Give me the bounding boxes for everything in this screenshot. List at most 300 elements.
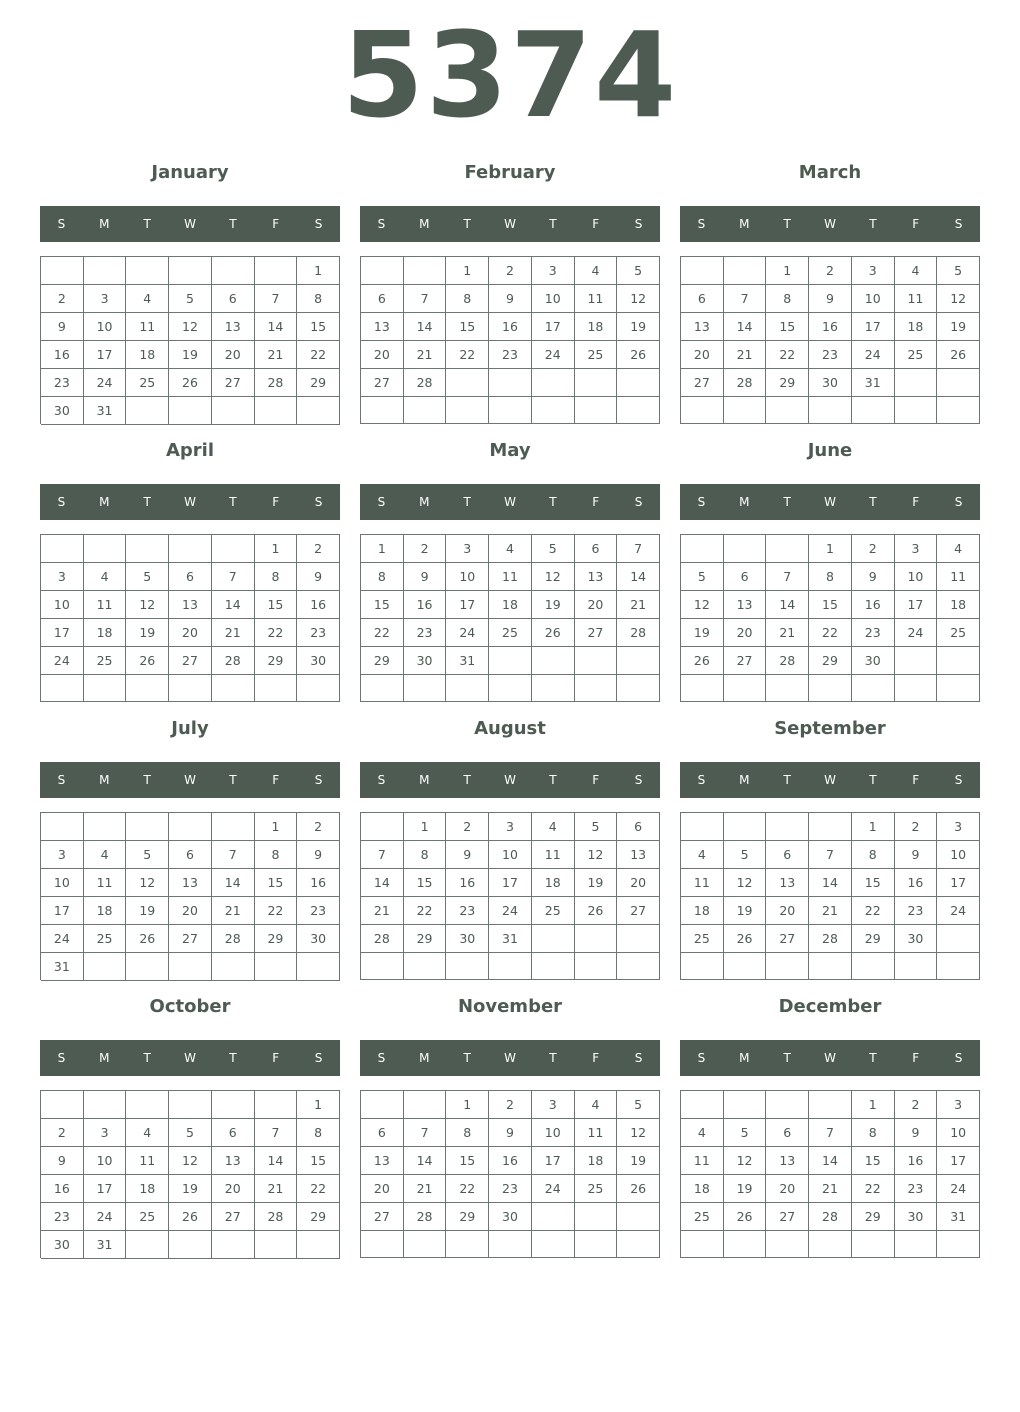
day-cell: 5 <box>169 1119 212 1147</box>
empty-day-cell <box>126 535 169 563</box>
empty-day-cell <box>126 1231 169 1259</box>
year-title: 5374 <box>341 6 679 144</box>
weekday-label: S <box>377 217 386 231</box>
day-cell: 28 <box>255 1203 298 1231</box>
day-cell: 6 <box>212 285 255 313</box>
empty-day-cell <box>532 953 575 980</box>
empty-day-cell <box>404 1231 447 1258</box>
day-cell: 12 <box>126 869 169 897</box>
day-cell: 9 <box>809 285 852 313</box>
empty-day-cell <box>532 1231 575 1258</box>
empty-day-cell <box>489 1231 532 1258</box>
month-name: April <box>165 440 215 461</box>
empty-day-cell <box>84 1091 127 1119</box>
day-cell: 30 <box>489 1203 532 1231</box>
day-cell: 28 <box>212 925 255 953</box>
day-cell: 22 <box>446 1175 489 1203</box>
day-cell: 2 <box>404 535 447 563</box>
empty-day-cell <box>255 1231 298 1259</box>
weekday-label: T <box>463 495 471 509</box>
empty-day-cell <box>212 1091 255 1119</box>
empty-day-cell <box>681 397 724 424</box>
empty-day-cell <box>212 1231 255 1259</box>
weekday-label: S <box>314 217 323 231</box>
day-cell: 10 <box>41 869 84 897</box>
day-cell: 23 <box>404 619 447 647</box>
day-cell: 18 <box>126 341 169 369</box>
day-cell: 11 <box>681 869 724 897</box>
month-name: June <box>807 440 853 461</box>
weekday-label: M <box>99 495 110 509</box>
day-cell: 15 <box>255 869 298 897</box>
weekday-label: T <box>549 217 557 231</box>
day-cell: 3 <box>937 1091 980 1119</box>
day-cell: 25 <box>126 1203 169 1231</box>
empty-day-cell <box>361 953 404 980</box>
day-cell: 23 <box>297 619 340 647</box>
weekday-label: F <box>592 1051 600 1065</box>
empty-day-cell <box>937 369 980 397</box>
day-cell: 2 <box>297 813 340 841</box>
day-cell: 18 <box>895 313 938 341</box>
day-cell: 8 <box>852 1119 895 1147</box>
day-cell: 9 <box>489 1119 532 1147</box>
empty-day-cell <box>361 1231 404 1258</box>
empty-day-cell <box>532 675 575 702</box>
empty-day-cell <box>255 953 298 981</box>
day-cell: 23 <box>489 1175 532 1203</box>
day-cell: 22 <box>766 341 809 369</box>
day-cell: 13 <box>617 841 660 869</box>
day-cell: 7 <box>404 1119 447 1147</box>
empty-day-cell <box>126 953 169 981</box>
day-cell: 9 <box>297 563 340 591</box>
day-cell: 14 <box>766 591 809 619</box>
weekday-label: T <box>549 1051 557 1065</box>
day-cell: 24 <box>895 619 938 647</box>
day-cell: 3 <box>446 535 489 563</box>
day-cell: 28 <box>766 647 809 675</box>
day-cell: 17 <box>41 897 84 925</box>
empty-day-cell <box>532 925 575 953</box>
weekday-label: M <box>739 495 750 509</box>
weekday-label: S <box>634 773 643 787</box>
day-cell: 2 <box>489 257 532 285</box>
day-cell: 14 <box>361 869 404 897</box>
day-cell: 5 <box>617 257 660 285</box>
weekday-label: T <box>143 773 151 787</box>
empty-day-cell <box>809 813 852 841</box>
day-cell: 8 <box>297 1119 340 1147</box>
empty-day-cell <box>724 675 767 702</box>
weekday-label: T <box>549 495 557 509</box>
day-cell: 14 <box>617 563 660 591</box>
day-cell: 24 <box>41 647 84 675</box>
day-cell: 27 <box>212 1203 255 1231</box>
empty-day-cell <box>852 953 895 980</box>
weekday-label: W <box>504 1051 516 1065</box>
empty-day-cell <box>724 257 767 285</box>
day-cell: 11 <box>575 285 618 313</box>
day-cell: 1 <box>446 257 489 285</box>
day-cell: 23 <box>852 619 895 647</box>
day-cell: 25 <box>937 619 980 647</box>
day-cell: 6 <box>766 841 809 869</box>
day-cell: 19 <box>681 619 724 647</box>
empty-day-cell <box>41 535 84 563</box>
day-cell: 29 <box>297 1203 340 1231</box>
empty-day-cell <box>489 397 532 424</box>
day-cell: 17 <box>84 1175 127 1203</box>
day-cell: 6 <box>681 285 724 313</box>
day-cell: 23 <box>41 1203 84 1231</box>
day-cell: 10 <box>937 1119 980 1147</box>
day-cell: 17 <box>937 869 980 897</box>
day-cell: 14 <box>809 1147 852 1175</box>
weekday-label: S <box>314 1051 323 1065</box>
day-cell: 19 <box>617 313 660 341</box>
weekday-label: S <box>57 217 66 231</box>
day-cell: 3 <box>41 841 84 869</box>
day-cell: 25 <box>489 619 532 647</box>
day-cell: 1 <box>446 1091 489 1119</box>
day-cell: 5 <box>575 813 618 841</box>
day-cell: 4 <box>575 1091 618 1119</box>
day-grid <box>40 534 340 702</box>
day-cell: 16 <box>809 313 852 341</box>
empty-day-cell <box>532 397 575 424</box>
weekday-label: F <box>912 1051 920 1065</box>
day-cell: 27 <box>724 647 767 675</box>
day-cell: 23 <box>297 897 340 925</box>
day-cell: 21 <box>404 341 447 369</box>
day-cell: 17 <box>937 1147 980 1175</box>
day-cell: 16 <box>297 869 340 897</box>
empty-day-cell <box>489 369 532 397</box>
day-cell: 15 <box>361 591 404 619</box>
day-cell: 25 <box>895 341 938 369</box>
weekday-header <box>360 1040 660 1076</box>
day-cell: 23 <box>489 341 532 369</box>
day-cell: 9 <box>489 285 532 313</box>
day-cell: 20 <box>617 869 660 897</box>
weekday-label: T <box>869 495 877 509</box>
empty-day-cell <box>852 1231 895 1258</box>
weekday-label: W <box>824 773 836 787</box>
day-cell: 21 <box>361 897 404 925</box>
weekday-label: T <box>143 217 151 231</box>
day-cell: 22 <box>297 1175 340 1203</box>
day-cell: 24 <box>532 1175 575 1203</box>
day-cell: 29 <box>404 925 447 953</box>
day-cell: 28 <box>809 1203 852 1231</box>
day-cell: 17 <box>446 591 489 619</box>
weekday-label: F <box>272 217 280 231</box>
weekday-label: S <box>377 773 386 787</box>
weekday-label: T <box>229 1051 237 1065</box>
day-cell: 2 <box>809 257 852 285</box>
day-cell: 19 <box>724 1175 767 1203</box>
day-cell: 10 <box>532 285 575 313</box>
day-cell: 7 <box>212 841 255 869</box>
day-cell: 14 <box>404 313 447 341</box>
day-cell: 8 <box>297 285 340 313</box>
day-cell: 16 <box>489 313 532 341</box>
day-cell: 11 <box>937 563 980 591</box>
weekday-label: M <box>739 1051 750 1065</box>
day-cell: 20 <box>212 341 255 369</box>
day-cell: 18 <box>937 591 980 619</box>
day-cell: 16 <box>895 869 938 897</box>
day-cell: 27 <box>681 369 724 397</box>
day-cell: 15 <box>852 1147 895 1175</box>
weekday-label: S <box>377 495 386 509</box>
weekday-label: S <box>377 1051 386 1065</box>
empty-day-cell <box>937 953 980 980</box>
day-cell: 7 <box>724 285 767 313</box>
day-cell: 23 <box>41 369 84 397</box>
day-cell: 31 <box>41 953 84 981</box>
day-cell: 10 <box>446 563 489 591</box>
empty-day-cell <box>404 257 447 285</box>
day-cell: 1 <box>766 257 809 285</box>
day-cell: 26 <box>681 647 724 675</box>
weekday-label: T <box>783 1051 791 1065</box>
day-cell: 23 <box>809 341 852 369</box>
empty-day-cell <box>84 953 127 981</box>
day-cell: 15 <box>766 313 809 341</box>
day-cell: 27 <box>361 1203 404 1231</box>
day-cell: 30 <box>297 925 340 953</box>
day-cell: 1 <box>361 535 404 563</box>
empty-day-cell <box>852 675 895 702</box>
empty-day-cell <box>169 1091 212 1119</box>
day-cell: 12 <box>617 285 660 313</box>
day-cell: 22 <box>852 897 895 925</box>
weekday-label: F <box>272 495 280 509</box>
day-cell: 29 <box>809 647 852 675</box>
day-cell: 25 <box>84 647 127 675</box>
day-cell: 17 <box>489 869 532 897</box>
empty-day-cell <box>617 647 660 675</box>
day-cell: 17 <box>532 313 575 341</box>
weekday-label: W <box>504 217 516 231</box>
day-cell: 21 <box>809 1175 852 1203</box>
day-cell: 18 <box>681 1175 724 1203</box>
day-cell: 5 <box>532 535 575 563</box>
day-cell: 11 <box>532 841 575 869</box>
day-cell: 7 <box>255 285 298 313</box>
day-cell: 11 <box>681 1147 724 1175</box>
day-cell: 5 <box>681 563 724 591</box>
day-cell: 8 <box>852 841 895 869</box>
weekday-header <box>680 762 980 798</box>
day-cell: 30 <box>895 1203 938 1231</box>
day-cell: 6 <box>724 563 767 591</box>
day-cell: 1 <box>809 535 852 563</box>
day-cell: 5 <box>724 1119 767 1147</box>
day-cell: 31 <box>446 647 489 675</box>
empty-day-cell <box>446 1231 489 1258</box>
day-cell: 21 <box>255 341 298 369</box>
empty-day-cell <box>617 953 660 980</box>
empty-day-cell <box>724 397 767 424</box>
day-cell: 26 <box>937 341 980 369</box>
day-cell: 7 <box>809 841 852 869</box>
day-cell: 16 <box>895 1147 938 1175</box>
day-cell: 4 <box>575 257 618 285</box>
day-cell: 17 <box>895 591 938 619</box>
day-cell: 19 <box>532 591 575 619</box>
empty-day-cell <box>361 675 404 702</box>
weekday-header <box>360 762 660 798</box>
empty-day-cell <box>575 953 618 980</box>
day-cell: 31 <box>84 1231 127 1259</box>
day-cell: 12 <box>575 841 618 869</box>
day-cell: 22 <box>255 619 298 647</box>
day-cell: 24 <box>852 341 895 369</box>
day-cell: 23 <box>895 897 938 925</box>
empty-day-cell <box>852 397 895 424</box>
day-cell: 31 <box>84 397 127 425</box>
day-cell: 4 <box>126 1119 169 1147</box>
day-cell: 13 <box>169 591 212 619</box>
day-cell: 19 <box>724 897 767 925</box>
empty-day-cell <box>937 647 980 675</box>
day-cell: 29 <box>446 1203 489 1231</box>
day-cell: 5 <box>937 257 980 285</box>
day-cell: 13 <box>212 1147 255 1175</box>
day-cell: 28 <box>809 925 852 953</box>
day-cell: 27 <box>169 647 212 675</box>
empty-day-cell <box>575 647 618 675</box>
day-cell: 16 <box>41 341 84 369</box>
day-cell: 27 <box>361 369 404 397</box>
day-cell: 8 <box>361 563 404 591</box>
day-cell: 2 <box>41 285 84 313</box>
empty-day-cell <box>169 535 212 563</box>
day-cell: 4 <box>84 563 127 591</box>
weekday-label: T <box>229 773 237 787</box>
weekday-header <box>680 484 980 520</box>
day-cell: 18 <box>84 619 127 647</box>
empty-day-cell <box>297 953 340 981</box>
day-cell: 4 <box>84 841 127 869</box>
day-cell: 9 <box>41 313 84 341</box>
day-grid <box>680 256 980 424</box>
day-cell: 25 <box>575 341 618 369</box>
day-cell: 18 <box>532 869 575 897</box>
day-cell: 15 <box>255 591 298 619</box>
day-cell: 30 <box>852 647 895 675</box>
day-cell: 3 <box>532 257 575 285</box>
empty-day-cell <box>809 953 852 980</box>
empty-day-cell <box>809 397 852 424</box>
day-cell: 24 <box>84 1203 127 1231</box>
day-cell: 13 <box>212 313 255 341</box>
day-cell: 10 <box>84 1147 127 1175</box>
empty-day-cell <box>532 647 575 675</box>
empty-day-cell <box>681 257 724 285</box>
empty-day-cell <box>809 1231 852 1258</box>
empty-day-cell <box>766 397 809 424</box>
weekday-label: S <box>954 217 963 231</box>
empty-day-cell <box>575 397 618 424</box>
empty-day-cell <box>446 675 489 702</box>
day-cell: 19 <box>575 869 618 897</box>
day-grid <box>360 1090 660 1258</box>
day-cell: 24 <box>532 341 575 369</box>
weekday-label: F <box>912 217 920 231</box>
day-cell: 8 <box>404 841 447 869</box>
weekday-header <box>680 1040 980 1076</box>
day-cell: 24 <box>937 1175 980 1203</box>
day-cell: 3 <box>489 813 532 841</box>
day-cell: 14 <box>724 313 767 341</box>
day-cell: 30 <box>809 369 852 397</box>
empty-day-cell <box>532 1203 575 1231</box>
empty-day-cell <box>361 813 404 841</box>
day-cell: 14 <box>212 869 255 897</box>
day-cell: 2 <box>41 1119 84 1147</box>
day-cell: 16 <box>404 591 447 619</box>
day-cell: 24 <box>446 619 489 647</box>
day-cell: 13 <box>361 1147 404 1175</box>
day-cell: 14 <box>212 591 255 619</box>
day-cell: 12 <box>617 1119 660 1147</box>
weekday-label: W <box>184 217 196 231</box>
day-cell: 31 <box>489 925 532 953</box>
empty-day-cell <box>212 535 255 563</box>
weekday-label: M <box>419 1051 430 1065</box>
day-cell: 2 <box>895 1091 938 1119</box>
day-cell: 13 <box>361 313 404 341</box>
day-cell: 30 <box>41 397 84 425</box>
weekday-label: M <box>739 773 750 787</box>
empty-day-cell <box>126 1091 169 1119</box>
day-cell: 20 <box>575 591 618 619</box>
day-cell: 4 <box>489 535 532 563</box>
empty-day-cell <box>617 369 660 397</box>
day-cell: 22 <box>255 897 298 925</box>
weekday-label: M <box>739 217 750 231</box>
day-cell: 18 <box>126 1175 169 1203</box>
day-cell: 6 <box>212 1119 255 1147</box>
empty-day-cell <box>681 1231 724 1258</box>
empty-day-cell <box>809 1091 852 1119</box>
day-cell: 4 <box>937 535 980 563</box>
weekday-label: W <box>824 495 836 509</box>
empty-day-cell <box>724 813 767 841</box>
weekday-label: W <box>824 217 836 231</box>
empty-day-cell <box>937 397 980 424</box>
day-cell: 15 <box>446 313 489 341</box>
day-cell: 29 <box>255 647 298 675</box>
month-name: September <box>774 718 886 739</box>
day-cell: 13 <box>681 313 724 341</box>
day-cell: 6 <box>169 841 212 869</box>
day-cell: 6 <box>169 563 212 591</box>
weekday-label: M <box>99 217 110 231</box>
day-cell: 28 <box>404 369 447 397</box>
day-cell: 2 <box>446 813 489 841</box>
empty-day-cell <box>766 535 809 563</box>
weekday-label: M <box>419 495 430 509</box>
day-cell: 14 <box>809 869 852 897</box>
weekday-label: T <box>783 217 791 231</box>
empty-day-cell <box>84 257 127 285</box>
day-cell: 25 <box>575 1175 618 1203</box>
